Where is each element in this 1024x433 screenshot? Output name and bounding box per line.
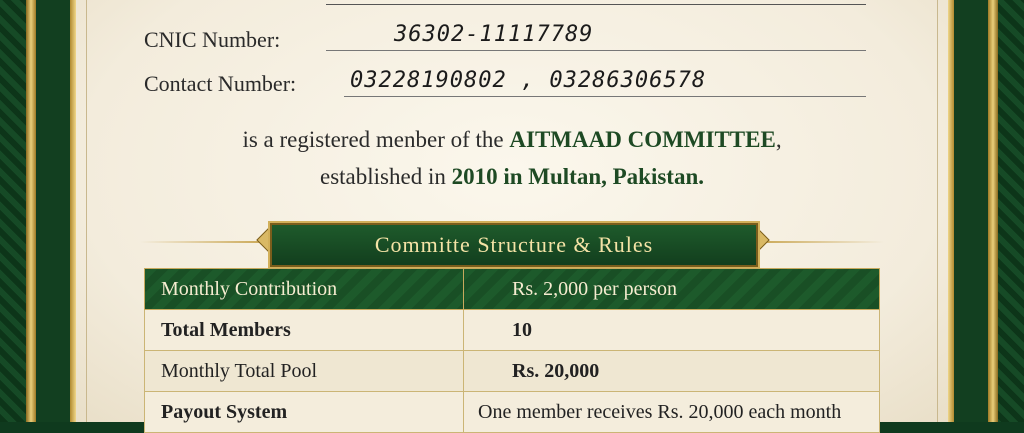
established-info: 2010 in Multan, Pakistan. — [451, 164, 704, 189]
statement-prefix: is a registered menber of the — [242, 127, 510, 152]
membership-statement-line1 — [76, 127, 948, 153]
paper-rule-left — [86, 0, 87, 422]
green-border-left — [36, 0, 70, 422]
gold-inner-border-right — [948, 0, 954, 422]
green-border-right — [954, 0, 988, 422]
row-label: Payout System — [145, 392, 464, 433]
previous-field-underline — [326, 0, 866, 5]
row-value: Rs. 20,000 — [464, 351, 880, 392]
contact-label: Contact Number: — [144, 71, 297, 96]
banner-rule-right — [756, 241, 884, 243]
row-label: Monthly Total Pool — [145, 351, 464, 392]
membership-statement-line2 — [76, 164, 948, 190]
table-row — [145, 310, 880, 351]
statement-suffix: , — [775, 127, 782, 152]
contact-underline — [344, 96, 866, 97]
row-label: Monthly Contribution — [145, 269, 464, 310]
row-value: 10 — [464, 310, 880, 351]
committee-name: AITMAAD COMMITTEE — [509, 127, 776, 152]
table-row — [145, 351, 880, 392]
paper-rule-right — [937, 0, 938, 422]
banner-rule-left — [140, 241, 268, 243]
row-value: One member receives Rs. 20,000 each month — [464, 392, 880, 433]
table-row — [145, 269, 880, 310]
section-title: Committe Structure & Rules — [268, 221, 760, 269]
section-banner — [140, 213, 884, 271]
rules-table — [144, 268, 880, 433]
cnic-label: CNIC Number: — [144, 27, 281, 52]
row-label: Total Members — [145, 310, 464, 351]
cnic-value: 36302-11117789 — [394, 22, 594, 47]
established-prefix: established in — [320, 164, 452, 189]
row-value: Rs. 2,000 per person — [464, 269, 880, 310]
contact-value: 03228190802 , 03286306578 — [350, 68, 707, 93]
cnic-underline — [326, 50, 866, 51]
gold-border-left — [26, 0, 36, 422]
table-row — [145, 392, 880, 433]
gold-border-right — [988, 0, 998, 422]
